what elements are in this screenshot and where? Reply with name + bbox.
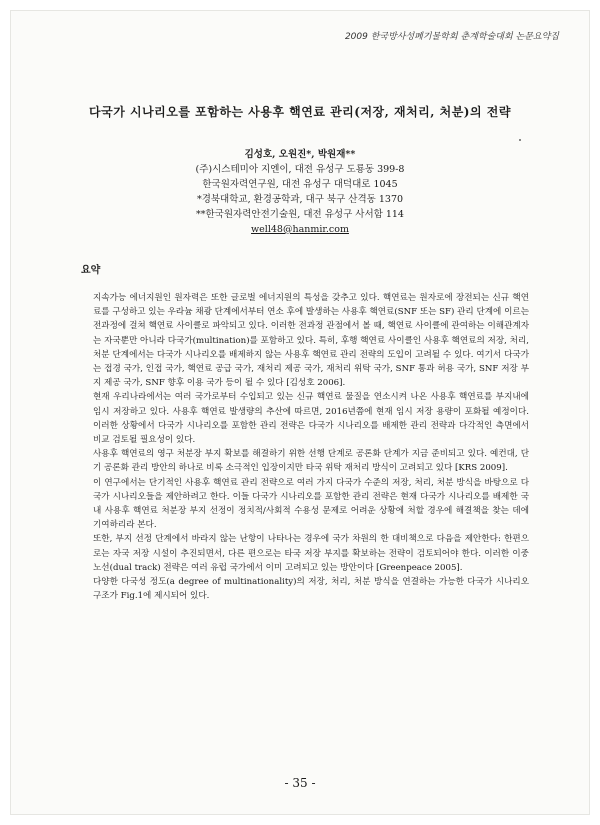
abstract-paragraph-1: 지속가능 에너지원인 원자력은 또한 글로벌 에너지원의 특성을 갖추고 있다. 핵연료는 원자로에 장전되는 신규 핵연료를 구성하고 있는 우라늄 채광 단계에서부터 연소 후에 발생하는 사용후 핵연료(SNF 또는 SF) 관리 단계에 이르는 전과정에 걸쳐 핵연료 사이클로 파악되고 있다. 이러한 전과정 관점에서 볼 때, 핵연료 사이클에 관여하는 이해관계자는 자국뿐만 아니라 다국가(multination)를 포함하고 있다. 특히, 후행 핵연료 사이클인 사용후 핵연료의 저장, 처리, 처분 단계에서는 다국가 시나리오를 배제하지 않는 사용후 핵연료 관리 전략의 도입이 고려될 수 있다. 여기서 다국가는 접경 국가, 인접 국가, 핵연료 공급 국가, 재처리 제공 국가, 재처리 위탁 국가, SNF 통과 허용 국가, SNF 저장 부지 제공 국가, SNF 향후 이용 국가 등이 될 수 있다 [김성호 2006]. [93, 293, 529, 389]
abstract-paragraph-3: 사용후 핵연료의 영구 처분장 부지 확보를 해결하기 위한 선행 단계로 공론화 단계가 지금 준비되고 있다. 예컨대, 단기 공론화 관리 방안의 하나로 비록 소극적인 입장이지만 타국 위탁 재처리 방식이 고려되고 있다 [KRS 2009]. [93, 449, 529, 474]
affiliation-3: *경북대학교, 환경공학과, 대구 북구 산격동 1370 [196, 194, 404, 205]
author-email[interactable]: well48@hanmir.com [251, 224, 349, 235]
abstract-paragraph-5: 또한, 부지 선정 단계에서 바라지 않는 난항이 나타나는 경우에 국가 차원의 한 대비책으로 다음을 제안한다: 한편으로는 자국 저장 시설이 추진되면서, 다른 편으로는 타국 저장 부지를 확보하는 전략이 검토되어야 한다. 이러한 이중 노선(dual track) 전략은 여러 유럽 국가에서 이미 고려되고 있는 방안이다 [Greenpeace 2005]. [93, 534, 529, 573]
affiliation-4: **한국원자력안전기술원, 대전 유성구 사서함 114 [196, 209, 404, 220]
abstract-body [93, 291, 529, 603]
abstract-paragraph-2: 현재 우리나라에서는 여러 국가로부터 수입되고 있는 신규 핵연료 물질을 연소시켜 나온 사용후 핵연료를 부지내에 임시 저장하고 있다. 사용후 핵연료 발생량의 추산에 따르면, 2016년쯤에 현재 임시 저장 용량이 포화될 예정이다. 이러한 상황에서 다국가 시나리오를 포함한 관리 전략은 다국가 시나리오를 배제한 관리 전략과 다각적인 측면에서 비교 검토될 필요성이 있다. [93, 392, 529, 446]
abstract-paragraph-6: 다양한 다국성 정도(a degree of multinationality)의 저장, 처리, 처분 방식을 연결하는 가능한 다국가 시나리오 구조가 Fig.1에 제시되어 있다. [93, 577, 529, 602]
author-names: 김성호, 오원진*, 박원재** [244, 149, 356, 160]
paper-page [10, 10, 590, 815]
affiliation-1: (주)시스테미아 지엔이, 대전 유성구 도룡동 399-8 [195, 164, 405, 175]
paper-title: 다국가 시나리오를 포함하는 사용후 핵연료 관리(저장, 재처리, 처분)의 전략 [89, 105, 511, 119]
conference-header: 2009 한국방사성폐기물학회 춘계학술대회 논문요약집 [344, 32, 559, 42]
abstract-heading: 요약 [81, 265, 101, 276]
page-number: - 35 - [284, 776, 316, 790]
authors-block [11, 147, 589, 237]
affiliation-2: 한국원자력연구원, 대전 유성구 대덕대로 1045 [202, 179, 398, 190]
abstract-paragraph-4: 이 연구에서는 단기적인 사용후 핵연료 관리 전략으로 여러 가지 다국가 수준의 저장, 처리, 처분 방식을 바탕으로 다국가 시나리오들을 제안하려고 한다. 이들 다국가 시나리오를 포함한 관리 전략은 현재 다국가 시나리오를 배제한 국내 사용후 핵연료 처분장 부지 선정이 정치적/사회적 수용성 문제로 어려운 상황에 처할 경우에 해결책을 찾는 데에 기여하리라 본다. [93, 477, 529, 531]
scan-mark [519, 139, 521, 141]
